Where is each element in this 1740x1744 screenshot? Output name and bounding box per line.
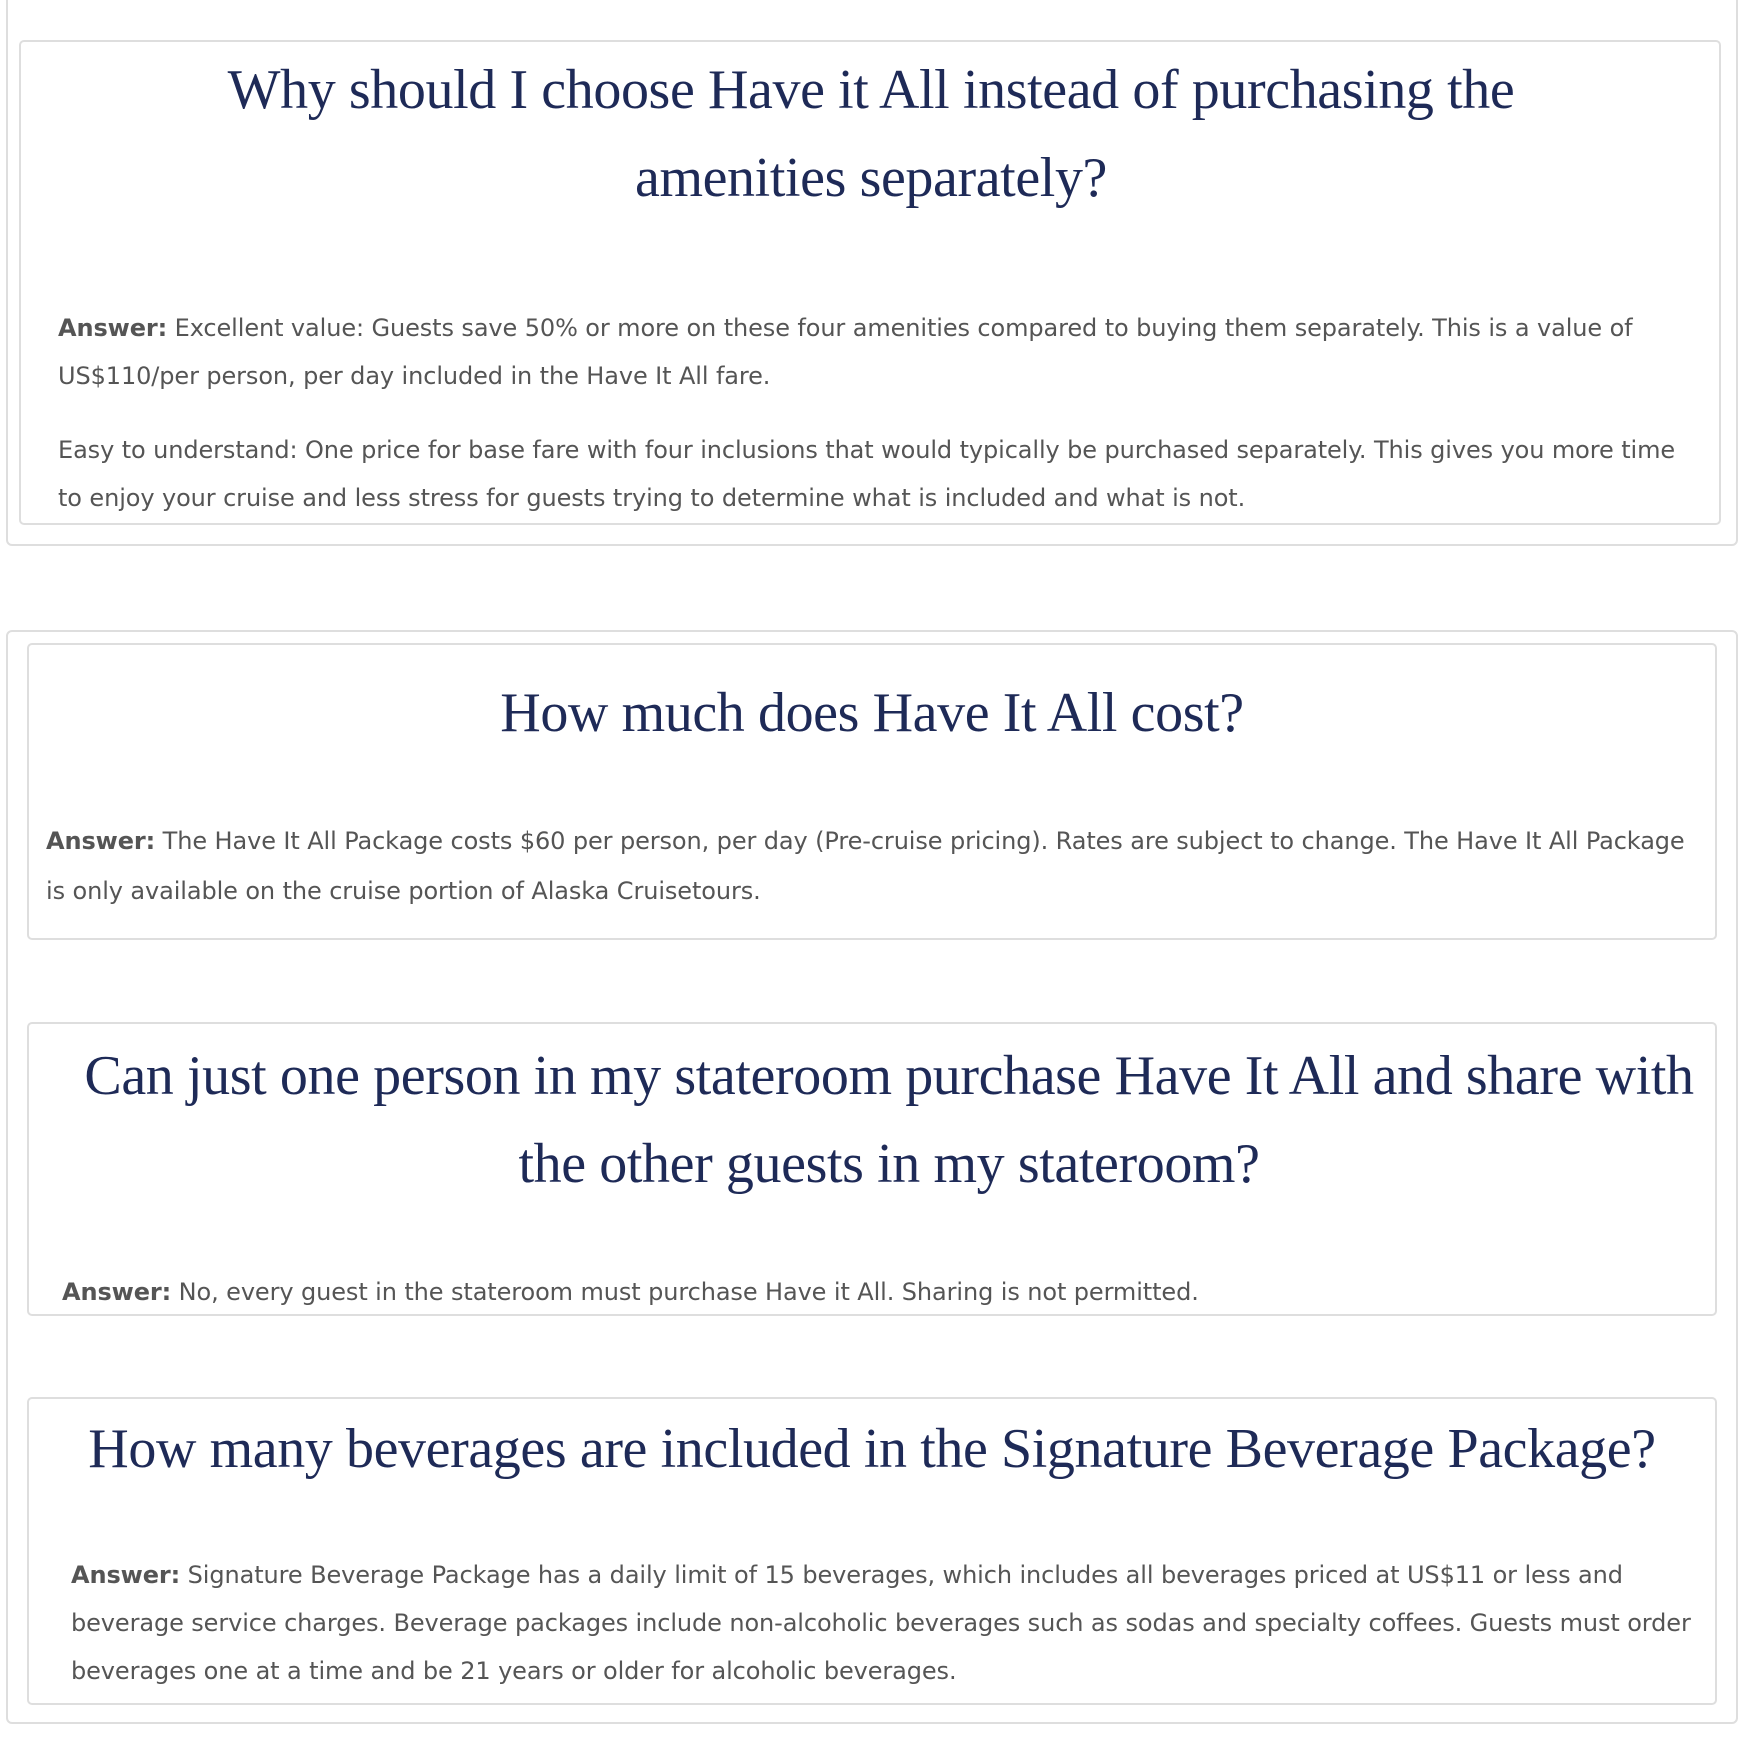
answer-label: Answer: [58,314,168,342]
answer-text: No, every guest in the stateroom must purchase Have it All. Sharing is not permitted. [178,1278,1199,1306]
answer-text: Excellent value: Guests save 50% or more on these four amenities compared to buying them separately. This is a value of US$110/per person, per day included in the Have It All fare. [58,314,1633,390]
faq-answer-1-extra: Easy to understand: One price for base fare with four inclusions that would typically be purchased separately. This gives you more time to enjoy your cruise and less stress for guests trying to determine what is included and what is not. [58,436,1676,512]
faq-answer-1 [58,304,1698,400]
faq-answer-2 [46,816,1696,916]
faq-question-1: Why should I choose Have it All instead of purchasing the amenities separately? [227,59,1515,209]
faq-question-4: How many beverages are included in the Signature Beverage Package? [88,1418,1656,1480]
answer-label: Answer: [71,1561,181,1589]
answer-label: Answer: [46,827,156,855]
faq-card-3 [27,1022,1717,1316]
faq-question-2: How much does Have It All cost? [500,682,1244,744]
faq-card-4 [27,1397,1717,1705]
faq-question-3: Can just one person in my stateroom purchase Have It All and share with the other guests in my stateroom? [84,1045,1694,1195]
answer-label: Answer: [62,1278,172,1306]
faq-card-2 [27,643,1717,940]
faq-answer-3 [62,1268,1702,1316]
answer-text: Signature Beverage Package has a daily limit of 15 beverages, which includes all beverages priced at US$11 or less and beverage service charges. Beverage packages include non-alcoholic beverages such as sodas and specialty coffees. Guests must order beverages one at a time and be 21 years or older for alcoholic beverages. [71,1561,1691,1685]
answer-text: The Have It All Package costs $60 per person, per day (Pre-cruise pricing). Rates are subject to change. The Have It All Package is only available on the cruise portion of Alaska Cruisetours. [46,827,1685,905]
faq-answer-4 [71,1551,1711,1695]
faq-card-1 [19,40,1721,525]
